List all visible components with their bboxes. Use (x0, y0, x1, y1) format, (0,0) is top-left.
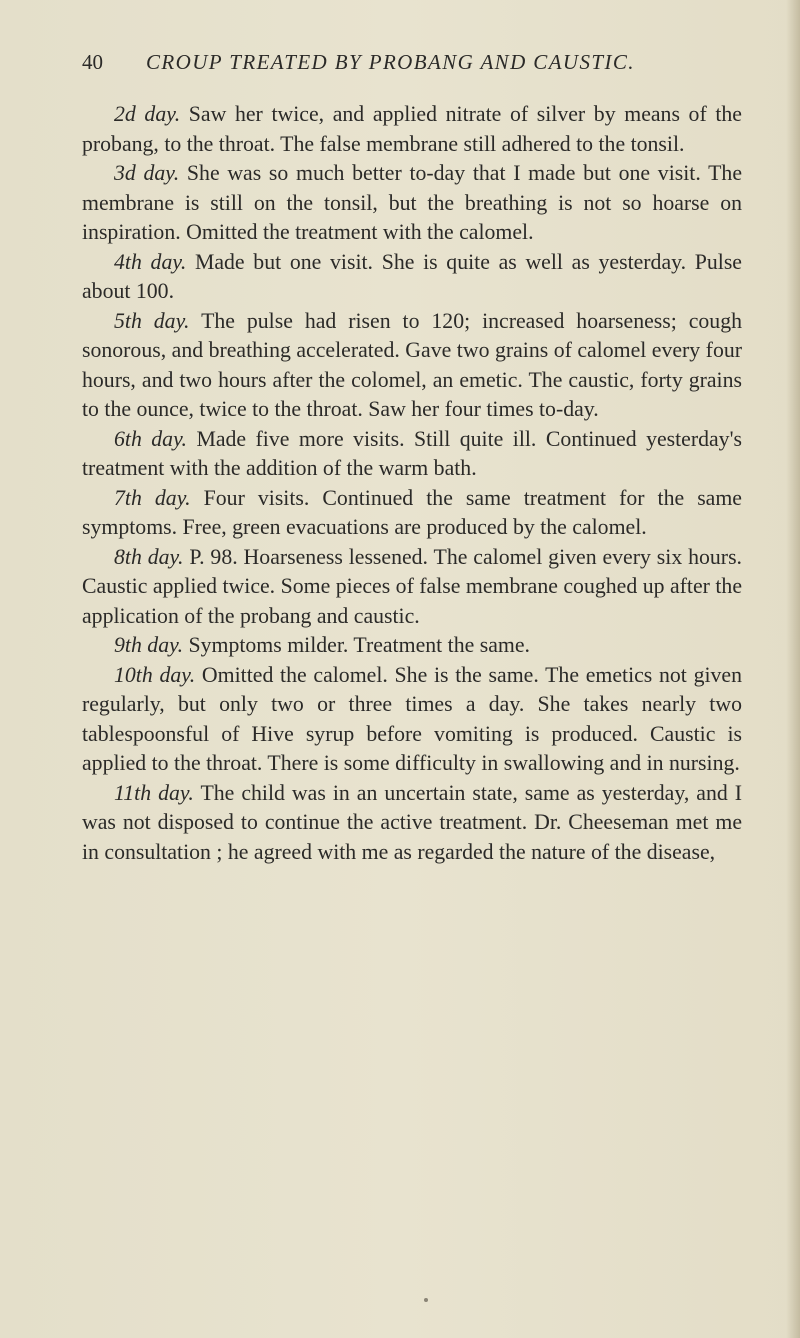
ink-speck (424, 1298, 428, 1302)
day-entry (82, 159, 742, 248)
day-entry (82, 100, 742, 159)
day-label: 2d day. (114, 102, 181, 126)
day-label: 6th day. (114, 426, 188, 451)
day-label: 9th day. (114, 633, 184, 657)
entry-text: Omitted the calomel. She is the same. The emetics not given regularly, but only two or three times a day. She takes nearly two tablespoonsful of Hive syrup before vomiting is produced. Caustic is applied to the throat. There is some difficulty in swallowing and in nursing. (82, 662, 742, 775)
running-header (82, 50, 722, 80)
day-entry (82, 484, 742, 543)
day-entry (82, 661, 742, 779)
day-label: 10th day. (114, 662, 196, 687)
day-entry (82, 307, 742, 425)
entry-text: Four visits. Continued the same treatment for the same symptoms. Free, green evacuations are produced by the calomel. (82, 485, 742, 539)
page-edge-shadow (786, 0, 800, 1338)
day-entry (82, 779, 742, 868)
day-label: 11th day. (114, 780, 194, 805)
entry-text: Symptoms milder. Treatment the same. (188, 633, 530, 657)
day-label: 5th day. (114, 308, 190, 333)
day-label: 3d day. (114, 161, 180, 185)
entry-text: Made but one visit. She is quite as well as yesterday. Pulse about 100. (82, 249, 742, 303)
day-label: 4th day. (114, 249, 187, 274)
body-text (82, 100, 742, 867)
entry-text: The pulse had risen to 120; increased hoarseness; cough sonorous, and breathing accelerated. Gave two grains of calomel every four hours, and two hours after the colomel, an emetic. The caustic, forty grains to the ounce, twice to the throat. Saw her four times to-day. (82, 308, 742, 421)
day-entry (82, 543, 742, 632)
entry-text: She was so much better to-day that I made but one visit. The membrane is still on the tonsil, but the breathing is not so hoarse on inspiration. Omitted the treatment with the calomel. (82, 161, 742, 244)
entry-text: The child was in an uncertain state, same as yesterday, and I was not disposed to continue the active treatment. Dr. Cheeseman met me in consultation ; he agreed with me as regarded the nature of the disease, (82, 780, 742, 864)
page-number: 40 (82, 50, 103, 74)
entry-text: Made five more visits. Still quite ill. Continued yesterday's treatment with the addition of the warm bath. (82, 426, 742, 480)
running-title: CROUP TREATED BY PROBANG AND CAUSTIC. (146, 50, 635, 74)
day-label: 8th day. (114, 544, 184, 569)
entry-text: P. 98. Hoarseness lessened. The calomel given every six hours. Caustic applied twice. Some pieces of false membrane coughed up after the application of the probang and caustic. (82, 544, 742, 628)
day-label: 7th day. (114, 485, 191, 510)
entry-text: Saw her twice, and applied nitrate of silver by means of the probang, to the throat. The false membrane still adhered to the tonsil. (82, 102, 742, 156)
day-entry (82, 425, 742, 484)
day-entry (82, 248, 742, 307)
day-entry (82, 631, 742, 661)
